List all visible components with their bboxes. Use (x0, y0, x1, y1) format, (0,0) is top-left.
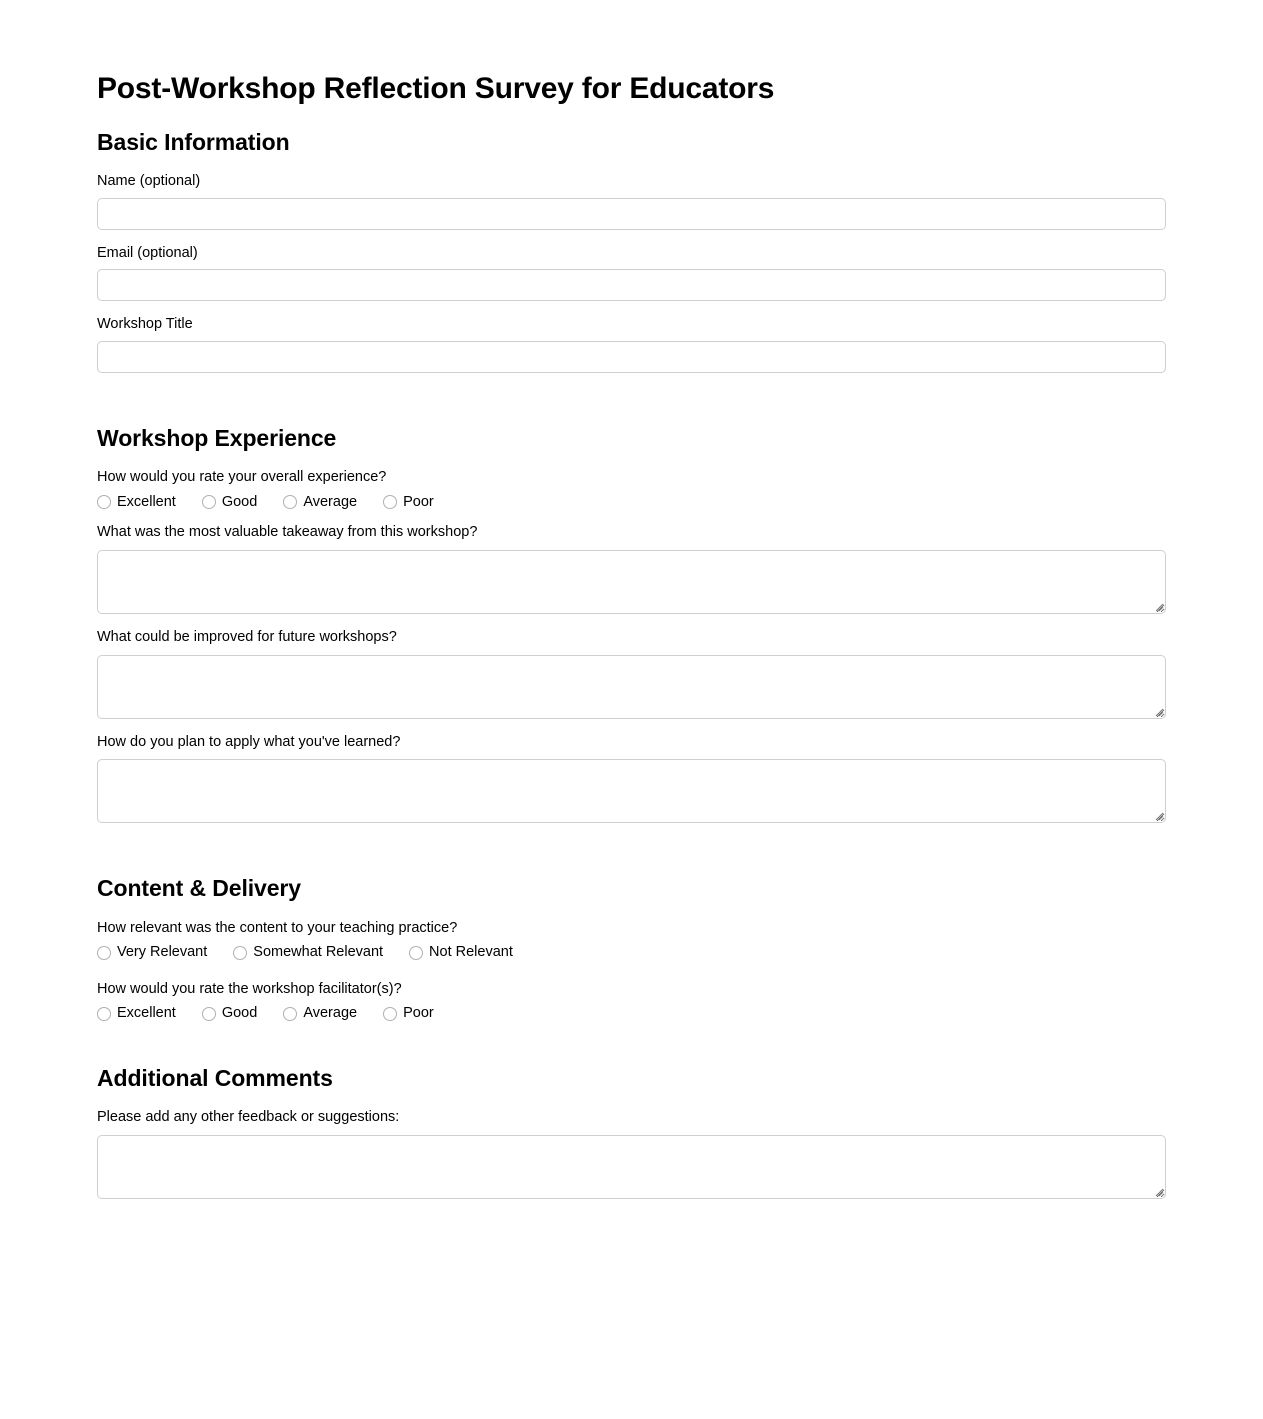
radio-circle-icon[interactable] (409, 946, 423, 960)
radio-label-facilitator-poor: Poor (403, 1005, 434, 1022)
radio-label-overall-excellent: Excellent (117, 493, 176, 510)
radio-label-not-relevant: Not Relevant (429, 944, 513, 961)
radio-option-facilitator-average[interactable] (283, 1006, 357, 1021)
question-improvements (97, 628, 1166, 719)
question-content-relevance (97, 919, 1166, 960)
field-label-workshop-title: Workshop Title (97, 316, 193, 333)
radio-option-facilitator-good[interactable] (202, 1006, 257, 1021)
question-valuable-takeaway (97, 523, 1166, 614)
workshop-title-input[interactable] (97, 341, 1166, 373)
radio-label-very-relevant: Very Relevant (117, 944, 208, 961)
valuable-takeaway-textarea[interactable] (97, 550, 1166, 614)
email-input[interactable] (97, 269, 1166, 301)
question-label-apply-learning: How do you plan to apply what you've learned? (97, 733, 401, 750)
radio-circle-icon[interactable] (233, 946, 247, 960)
field-label-name: Name (optional) (97, 173, 201, 190)
radio-label-facilitator-average: Average (303, 1005, 358, 1022)
section-additional-comments (97, 1065, 1166, 1199)
apply-learning-textarea-wrap (97, 759, 1166, 823)
radio-circle-icon[interactable] (202, 1007, 216, 1021)
question-overall-rating (97, 468, 1166, 509)
question-label-facilitator-rating: How would you rate the workshop facilitator(s)? (97, 980, 402, 997)
radio-option-overall-average[interactable] (283, 495, 357, 510)
field-workshop-title (97, 315, 1166, 373)
radio-label-facilitator-excellent: Excellent (117, 1005, 176, 1022)
section-workshop-experience (97, 425, 1166, 823)
section-content-delivery (97, 875, 1166, 1021)
improvements-textarea[interactable] (97, 655, 1166, 719)
field-name (97, 172, 1166, 230)
radio-circle-icon[interactable] (202, 495, 216, 509)
additional-feedback-textarea[interactable] (97, 1135, 1166, 1199)
radio-group-overall-rating (97, 495, 1166, 510)
name-input[interactable] (97, 198, 1166, 230)
radio-circle-icon[interactable] (283, 1007, 297, 1021)
section-basic-information (97, 129, 1166, 373)
radio-option-facilitator-excellent[interactable] (97, 1006, 176, 1021)
radio-circle-icon[interactable] (383, 495, 397, 509)
radio-option-overall-excellent[interactable] (97, 495, 176, 510)
radio-option-somewhat-relevant[interactable] (233, 945, 383, 960)
radio-label-overall-average: Average (303, 493, 358, 510)
section-heading-content-delivery: Content & Delivery (97, 875, 301, 902)
radio-circle-icon[interactable] (283, 495, 297, 509)
radio-option-not-relevant[interactable] (409, 945, 513, 960)
question-label-valuable-takeaway: What was the most valuable takeaway from this workshop? (97, 524, 478, 541)
radio-option-facilitator-poor[interactable] (383, 1006, 434, 1021)
question-apply-learning (97, 733, 1166, 824)
radio-circle-icon[interactable] (383, 1007, 397, 1021)
field-email (97, 244, 1166, 302)
radio-label-overall-good: Good (221, 493, 258, 510)
question-label-improvements: What could be improved for future workshops? (97, 629, 397, 645)
radio-option-overall-good[interactable] (202, 495, 257, 510)
section-heading-additional-comments: Additional Comments (97, 1064, 333, 1091)
question-label-content-relevance: How relevant was the content to your teaching practice? (97, 919, 458, 936)
apply-learning-textarea[interactable] (97, 759, 1166, 823)
radio-circle-icon[interactable] (97, 946, 111, 960)
radio-label-overall-poor: Poor (403, 493, 434, 510)
radio-group-facilitator-rating (97, 1006, 1166, 1021)
field-label-email: Email (optional) (97, 244, 198, 261)
radio-label-facilitator-good: Good (221, 1005, 258, 1022)
takeaway-textarea-wrap (97, 550, 1166, 614)
radio-group-content-relevance (97, 945, 1166, 960)
radio-option-overall-poor[interactable] (383, 495, 434, 510)
radio-label-somewhat-relevant: Somewhat Relevant (253, 944, 384, 961)
question-additional-feedback (97, 1108, 1166, 1199)
section-heading-basic-information: Basic Information (97, 128, 290, 155)
radio-circle-icon[interactable] (97, 1007, 111, 1021)
additional-feedback-textarea-wrap (97, 1135, 1166, 1199)
page-title: Post-Workshop Reflection Survey for Educators (97, 72, 775, 105)
question-label-additional-feedback: Please add any other feedback or suggestions: (97, 1109, 400, 1126)
radio-option-very-relevant[interactable] (97, 945, 207, 960)
radio-circle-icon[interactable] (97, 495, 111, 509)
question-label-overall-rating: How would you rate your overall experience? (97, 469, 387, 486)
improvements-textarea-wrap (97, 655, 1166, 719)
question-facilitator-rating (97, 980, 1166, 1021)
section-heading-workshop-experience: Workshop Experience (97, 424, 337, 451)
